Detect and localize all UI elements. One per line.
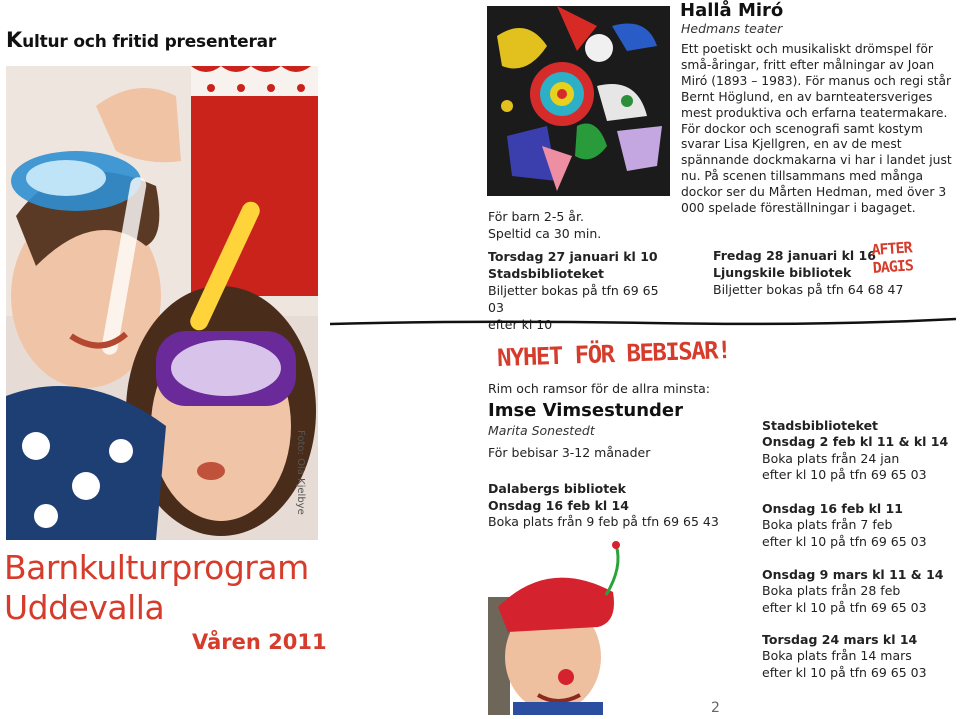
schedule-booking-phone: efter kl 10 på tfn 69 65 03 (762, 466, 927, 482)
show-title: Hallå Miró (680, 0, 784, 21)
new-for-babies-banner: NYHET FÖR BEBISAR! (496, 335, 731, 373)
schedule-booking-phone: efter kl 10 på tfn 69 65 03 (762, 533, 927, 549)
baby-program-title: Imse Vimsestunder (488, 400, 684, 421)
schedule-date: Onsdag 9 mars kl 11 & 14 (762, 567, 944, 582)
cover-photo (6, 66, 318, 540)
presenter-heading (6, 28, 276, 52)
event1-booking: Biljetter bokas på tfn 69 65 03 (488, 283, 659, 315)
schedule-booking-phone: efter kl 10 på tfn 69 65 03 (762, 664, 927, 680)
miro-artwork-image (487, 6, 670, 196)
baby-intro: Rim och ramsor för de allra minsta: (488, 381, 710, 396)
page-number: 2 (711, 700, 720, 716)
event1-place: Stadsbiblioteket (488, 266, 605, 281)
dala-place: Dalabergs bibliotek (488, 481, 626, 496)
schedule-booking: Boka plats från 24 jan (762, 450, 900, 466)
baby-age: För bebisar 3-12 månader (488, 445, 651, 460)
show-age: För barn 2-5 år. (488, 209, 584, 224)
show-duration: Speltid ca 30 min. (488, 226, 602, 241)
baby-program-author: Marita Sonestedt (488, 423, 595, 438)
schedule-date: Onsdag 2 feb kl 11 & kl 14 (762, 434, 949, 450)
schedule-place: Stadsbiblioteket (762, 418, 879, 433)
schedule-entry (762, 501, 957, 550)
show-description: Ett poetiskt och musikaliskt drömspel för små-åringar, fritt efter målningar av Joan Miró (1893 – 1983). För manus och regi står Bernt Höglund, en av barnteatersveriges mest produktiva och erfarna teatermakare. För dockor och scenografi samt kostym svarar Lisa Kjellgren, en av de mest spännande dockmakarna vi har i landet just nu. På scenen tillsammans med många dockor ser du Mårten Hedman, med över 3 000 spelade föreställningar i bagaget. (681, 42, 952, 216)
presenter-text: ultur och fritid presenterar (22, 32, 277, 52)
event1-date: Torsdag 27 januari kl 10 (488, 249, 658, 264)
schedule-booking: Boka plats från 14 mars (762, 648, 912, 664)
presenter-initial: K (6, 28, 23, 52)
program-season: Våren 2011 (192, 630, 327, 654)
after-dagis-tag: AFTER DAGIS (870, 238, 914, 278)
show-company: Hedmans teater (681, 21, 783, 36)
dala-date: Onsdag 16 feb kl 14 (488, 497, 629, 513)
program-title-line1: Barnkulturprogram (4, 548, 309, 587)
event2-booking: Biljetter bokas på tfn 64 68 47 (713, 282, 904, 297)
program-title (4, 548, 309, 628)
schedule-booking: Boka plats från 28 feb (762, 583, 901, 599)
schedule-entry (762, 632, 957, 681)
section-divider (330, 317, 956, 327)
schedule-entry (762, 418, 957, 483)
event1-booking-time: efter kl 10 (488, 317, 553, 332)
event2-date: Fredag 28 januari kl 16 (713, 248, 876, 263)
schedule-date: Onsdag 16 feb kl 11 (762, 501, 903, 516)
schedule-booking: Boka plats från 7 feb (762, 517, 893, 533)
schedule-entry (762, 567, 957, 616)
clown-photo (488, 537, 638, 715)
event-dalaberg (488, 481, 738, 531)
dala-booking: Boka plats från 9 feb på tfn 69 65 43 (488, 514, 719, 529)
schedule-date: Torsdag 24 mars kl 14 (762, 632, 918, 647)
photo-credit: Foto: Ola Kjelbye (295, 430, 306, 515)
schedule-booking-phone: efter kl 10 på tfn 69 65 03 (762, 599, 927, 615)
event2-place: Ljungskile bibliotek (713, 265, 852, 280)
program-title-line2: Uddevalla (4, 588, 165, 627)
show-age-info (488, 208, 678, 242)
